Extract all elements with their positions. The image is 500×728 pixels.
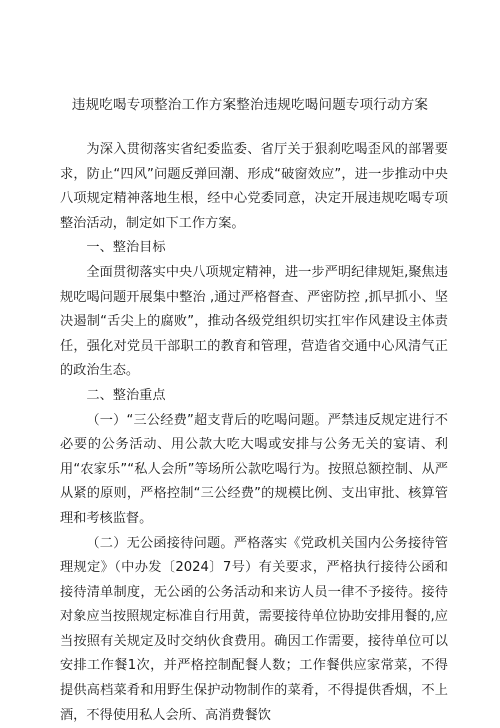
section-heading-goals: 一、整治目标: [60, 236, 448, 261]
document-body: [60, 138, 448, 728]
goals-paragraph: 全面贯彻落实中央八项规定精神，进一步严明纪律规矩,聚焦违规吃喝问题开展集中整治 ,通过严格督查、严密防控 ,抓早抓小、坚决遏制“舌尖上的腐败”，推动各级党组织切实扛牢作风建设主体责任，强化对党员干部职工的教育和管理，营造省交通中心风清气正的政治生态。: [60, 261, 448, 384]
section-heading-focus: 二、整治重点: [60, 384, 448, 409]
focus-item-1-paragraph: （一）“三公经费”超支背后的吃喝问题。严禁违反规定进行不必要的公务活动、用公款大吃大喝或安排与公务无关的宴请、利用“农家乐”“私人会所”等场所公款吃喝行为。按照总额控制、从严从紧的原则，严格控制“三公经费”的规模比例、支出审批、核算管理和考核监督。: [60, 409, 448, 532]
intro-paragraph: 为深入贯彻落实省纪委监委、省厅关于狠刹吃喝歪风的部署要求，防止“四风”问题反弹回潮、形成“破窗效应”，进一步推动中央八项规定精神落地生根，经中心党委同意，决定开展违规吃喝专项整治活动，制定如下工作方案。: [60, 138, 448, 236]
document-title: 违规吃喝专项整治工作方案整治违规吃喝问题专项行动方案: [0, 93, 500, 113]
focus-item-2-paragraph: （二）无公函接待问题。严格落实《党政机关国内公务接待管理规定》（中办发〔2024〕7号）有关要求，严格执行接待公函和接待清单制度，无公函的公务活动和来访人员一律不予接待。接待对象应当按照规定标准自行用黄，需要接待单位协助安排用餐的,应当按照有关规定及时交纳伙食费用。确因工作需要，接待单位可以安排工作餐1次，并严格控制配餐人数；工作餐供应家常菜，不得提供高档菜肴和用野生保护动物制作的菜肴，不得提供香烟，不上酒，不得使用私人会所、高消费餐饮: [60, 532, 448, 728]
